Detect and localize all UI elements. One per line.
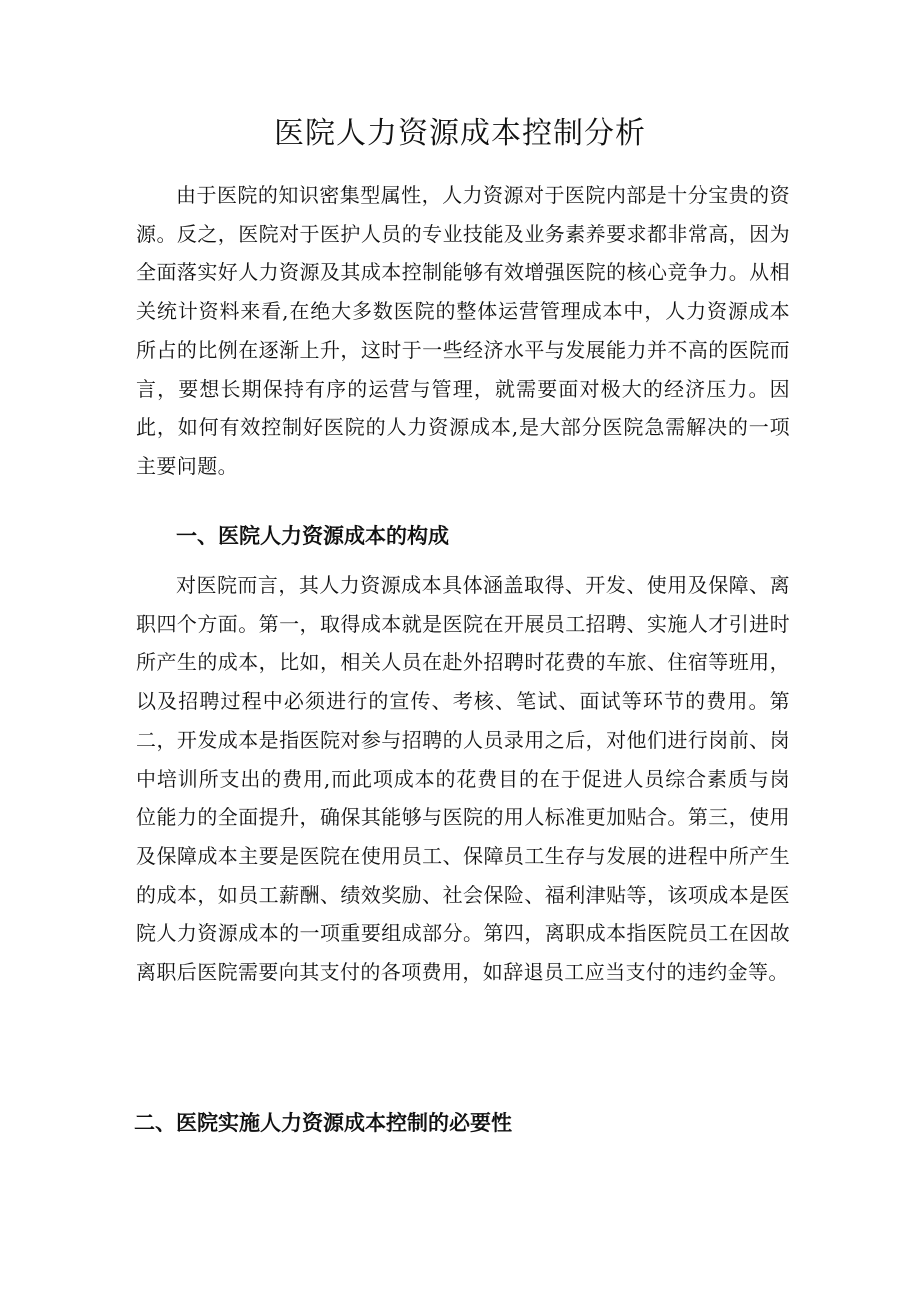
section-heading-composition: 一、医院人力资源成本的构成 xyxy=(176,524,449,548)
composition-paragraph: 对医院而言，其人力资源成本具体涵盖取得、开发、使用及保障、离职四个方面。第一，取得成本就是医院在开展员工招聘、实施人才引进时所产生的成本，比如，相关人员在赴外招聘时花费的车旅、住宿等班用，以及招聘过程中必须进行的宣传、考核、笔试、面试等环节的费用。第二，开发成本是指医院对参与招聘的人员录用之后，对他们进行岗前、岗中培训所支出的费用,而此项成本的花费目的在于促进人员综合素质与岗位能力的全面提升，确保其能够与医院的用人标准更加贴合。第三，使用及保障成本主要是医院在使用员工、保障员工生存与发展的进程中所产生的成本，如员工薪酬、绩效奖励、社会保险、福利津贴等，该项成本是医院人力资源成本的一项重要组成部分。第四，离职成本指医院员工在因故离职后医院需要向其支付的各项费用，如辞退员工应当支付的违约金等。 xyxy=(136,573,790,985)
intro-paragraph: 由于医院的知识密集型属性，人力资源对于医院内部是十分宝贵的资源。反之，医院对于医护人员的专业技能及业务素养要求都非常高，因为全面落实好人力资源及其成本控制能够有效增强医院的核心竞争力。从相关统计资料来看,在绝大多数医院的整体运营管理成本中，人力资源成本所占的比例在逐渐上升，这时于一些经济水平与发展能力并不高的医院而言，要想长期保持有序的运营与管理，就需要面对极大的经济压力。因此，如何有效控制好医院的人力资源成本,是大部分医院急需解决的一项主要问题。 xyxy=(136,183,790,478)
section-heading-necessity: 二、医院实施人力资源成本控制的必要性 xyxy=(134,1111,512,1135)
document-title: 医院人力资源成本控制分析 xyxy=(274,116,646,151)
